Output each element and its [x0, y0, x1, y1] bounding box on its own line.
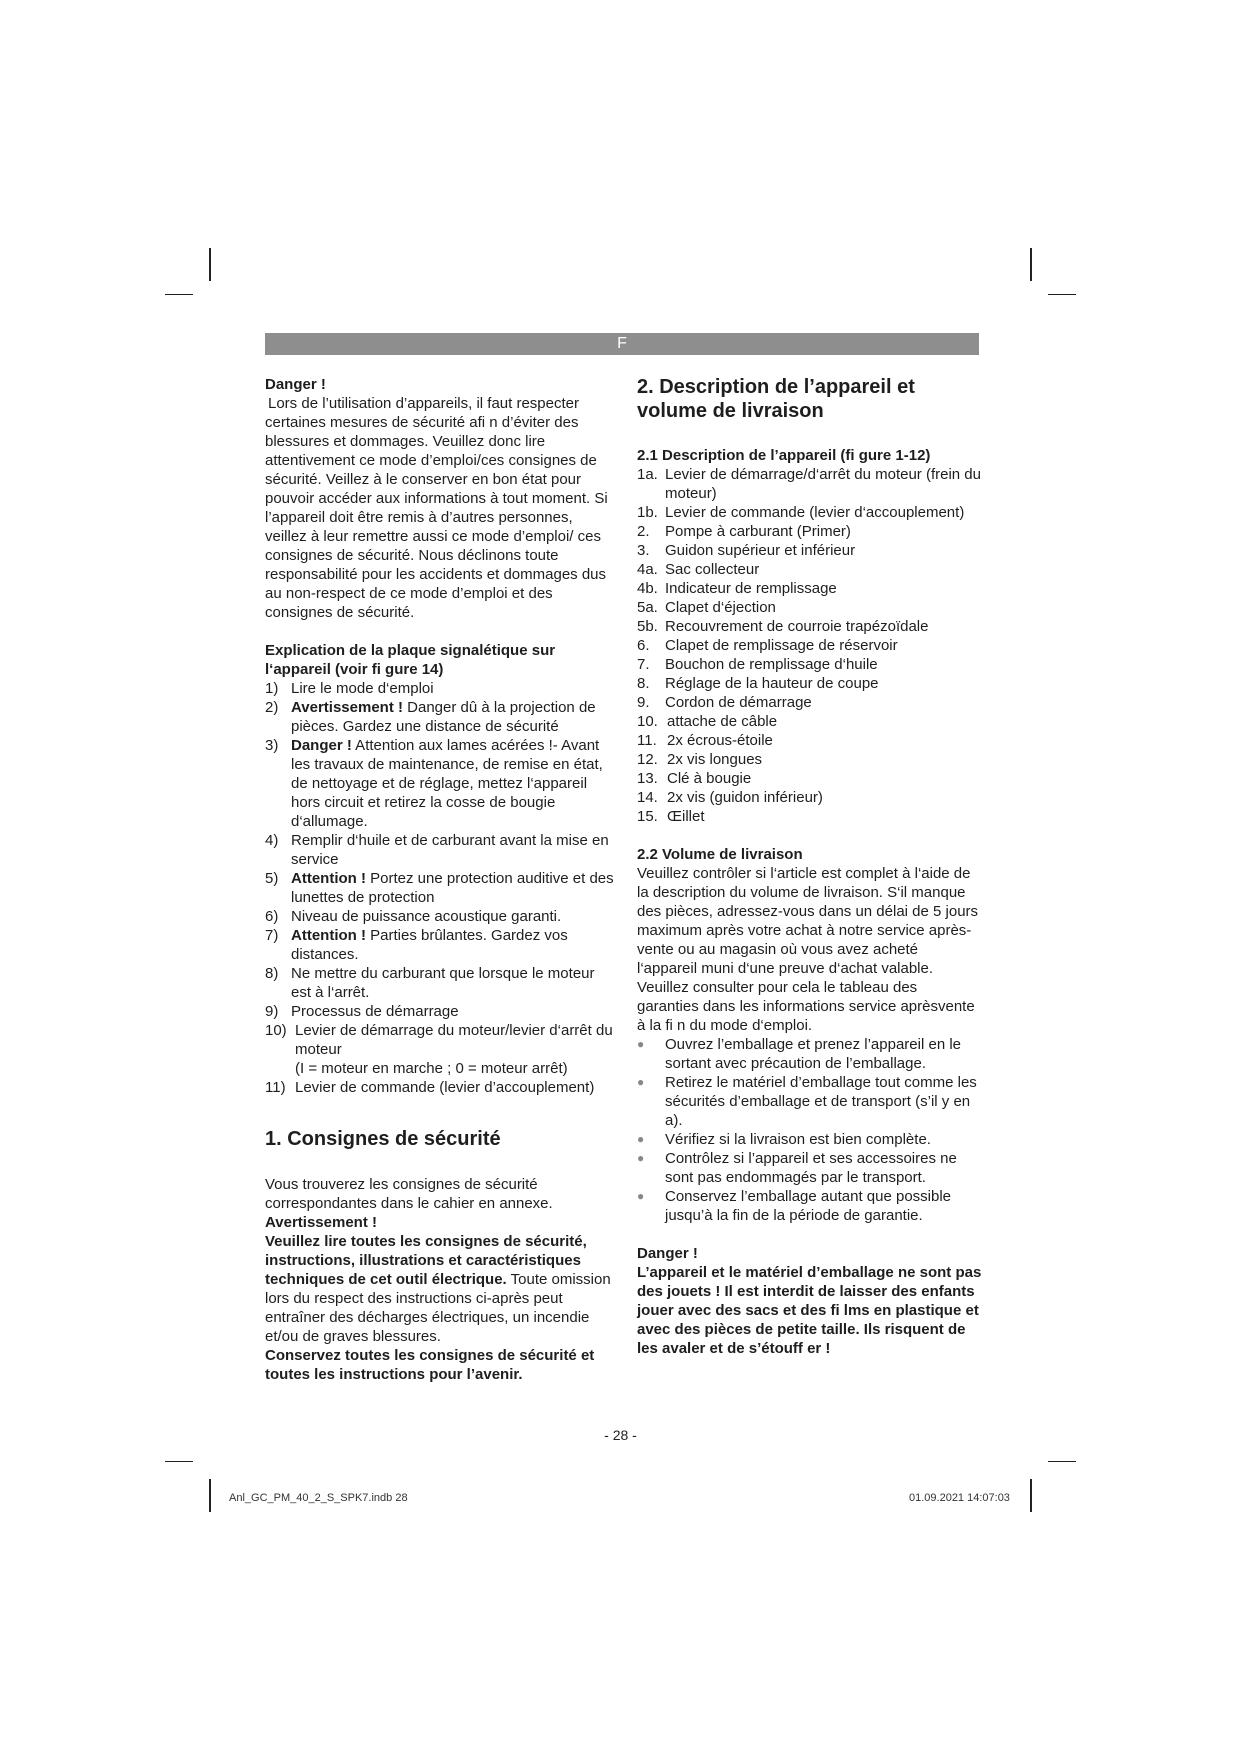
list-item: 10. attache de câble: [637, 713, 778, 730]
warning-paragraph: Veuillez lire toutes les consignes de sécurité, instructions, illustrations et caractéristiques techniques de cet outil électrique. Toute omission lors du respect des instructions ci-après peut entraîner des décharges électriques, un incendie et/ou de graves blessures.: [265, 1233, 611, 1345]
bullet-icon: ●: [637, 1037, 645, 1051]
plate-explanation-list: [265, 679, 615, 1097]
list-item: 14. 2x vis (guidon inférieur): [637, 789, 823, 806]
list-item: 10) Levier de démarrage du moteur/levier d‘arrêt du moteur (I = moteur en marche ; 0 = moteur arrêt): [265, 1022, 613, 1077]
list-item: 1a. Levier de démarrage/d‘arrêt du moteur (frein du moteur): [637, 466, 981, 502]
list-item: 7) Attention ! Parties brûlantes. Gardez vos distances.: [265, 927, 568, 963]
list-item: 2. Pompe à carburant (Primer): [637, 523, 851, 540]
danger-title: Danger !: [265, 376, 326, 393]
delivery-paragraph: Veuillez contrôler si l‘article est complet à l‘aide de la description du volume de livraison. S‘il manque des pièces, adressez-vous dans un délai de 5 jours maximum après votre achat à notre service après-vente ou au magasin où vous avez acheté l‘appareil muni d‘une preuve d‘achat valable. Veuillez consulter pour cela le tableau des garanties dans les informations service aprèsvente à la fi n du mode d‘emploi.: [637, 865, 979, 1034]
section-1-title: 1. Consignes de sécurité: [265, 1128, 501, 1150]
list-item: ● Ouvrez l’emballage et prenez l’appareil en le sortant avec précaution de l’emballage.: [637, 1036, 962, 1072]
keep-instructions-text: Conservez toutes les consignes de sécurité et toutes les instructions pour l’avenir.: [265, 1347, 595, 1383]
warning-label: Avertissement !: [265, 1214, 377, 1231]
list-item: ● Retirez le matériel d’emballage tout comme les sécurités d’emballage et de transport (s’il y en a).: [637, 1074, 977, 1129]
danger-title-right: Danger !: [637, 1245, 698, 1262]
bullet-icon: ●: [637, 1075, 645, 1089]
list-item: 4a. Sac collecteur: [637, 561, 760, 578]
list-item: 5) Attention ! Portez une protection auditive et des lunettes de protection: [265, 870, 614, 906]
crop-mark-bottom-right-horizontal: [1048, 1461, 1076, 1462]
list-item: 3. Guidon supérieur et inférieur: [637, 542, 856, 559]
list-item: 9. Cordon de démarrage: [637, 694, 812, 711]
list-item: 5a. Clapet d‘éjection: [637, 599, 776, 616]
list-item: 8. Réglage de la hauteur de coupe: [637, 675, 879, 692]
list-item: 4) Remplir d‘huile et de carburant avant la mise en service: [265, 832, 609, 868]
crop-mark-bottom-left-horizontal: [165, 1461, 193, 1462]
footer-file-name: Anl_GC_PM_40_2_S_SPK7.indb 28: [229, 1492, 408, 1504]
footer-timestamp: 01.09.2021 14:07:03: [909, 1492, 1010, 1504]
page-number: - 28 -: [604, 1427, 637, 1443]
crop-mark-top-right-vertical: [1030, 248, 1032, 281]
crop-mark-bottom-left-vertical: [209, 1479, 211, 1512]
list-item: 11. 2x écrous-étoile: [637, 732, 773, 749]
subsection-2-2-title: 2.2 Volume de livraison: [637, 846, 803, 863]
list-item: ● Contrôlez si l’appareil et ses accessoires ne sont pas endommagés par le transport.: [637, 1150, 957, 1186]
list-item: 6. Clapet de remplissage de réservoir: [637, 637, 898, 654]
list-item: ● Vérifiez si la livraison est bien complète.: [637, 1131, 931, 1148]
subsection-2-1-title: 2.1 Description de l’appareil (fi gure 1-12): [637, 447, 931, 464]
list-item: 5b. Recouvrement de courroie trapézoïdale: [637, 618, 929, 635]
parts-list: [637, 465, 982, 826]
bullet-icon: ●: [637, 1151, 645, 1165]
right-column: [637, 375, 982, 1358]
list-item: 12. 2x vis longues: [637, 751, 763, 768]
list-item: 13. Clé à bougie: [637, 770, 752, 787]
crop-mark-top-left-horizontal: [165, 294, 193, 295]
crop-mark-bottom-right-vertical: [1030, 1479, 1032, 1512]
language-header-bar: F: [265, 333, 979, 355]
delivery-bullet-list: [637, 1035, 982, 1225]
list-item: ● Conservez l’emballage autant que possible jusqu’à la fin de la période de garantie.: [637, 1188, 952, 1224]
bullet-icon: ●: [637, 1132, 645, 1146]
list-item: 1b. Levier de commande (levier d‘accouplement): [637, 504, 965, 521]
list-item: 4b. Indicateur de remplissage: [637, 580, 837, 597]
list-item: 7. Bouchon de remplissage d‘huile: [637, 656, 878, 673]
danger-paragraph: Lors de l’utilisation d’appareils, il faut respecter certaines mesures de sécurité afi n d’éviter des blessures et dommages. Veuillez donc lire attentivement ce mode d’emploi/ces consignes de sécurité. Veillez à le conserver en bon état pour pouvoir accéder aux informations à tout moment. Si l’appareil doit être remis à d’autres personnes, veillez à leur remettre aussi ce mode d’emploi/ ces consignes de sécurité. Nous déclinons toute responsabilité pour les accidents et dommages dus au non-respect de ce mode d’emploi et des consignes de sécurité.: [265, 395, 608, 621]
danger-paragraph-right: L’appareil et le matériel d’emballage ne sont pas des jouets ! Il est interdit de laisser des enfants jouer avec des sacs et des fi lms en plastique et avec des pièces de petite taille. Ils risquent de les avaler et de s’étouff er !: [637, 1264, 982, 1357]
left-column: [265, 375, 615, 1384]
list-item: 8) Ne mettre du carburant que lorsque le moteur est à l‘arrêt.: [265, 965, 595, 1001]
bullet-icon: ●: [637, 1189, 645, 1203]
list-item: 9) Processus de démarrage: [265, 1003, 459, 1020]
crop-mark-top-right-horizontal: [1048, 294, 1076, 295]
section-2-title: 2. Description de l’appareil et volume de livraison: [637, 376, 915, 422]
list-item: 11) Levier de commande (levier d’accouplement): [265, 1079, 595, 1096]
plate-explanation-title: Explication de la plaque signalétique sur l‘appareil (voir fi gure 14): [265, 642, 556, 678]
section-1-intro: Vous trouverez les consignes de sécurité correspondantes dans le cahier en annexe.: [265, 1176, 553, 1212]
crop-mark-top-left-vertical: [209, 248, 211, 281]
list-item: 6) Niveau de puissance acoustique garanti.: [265, 908, 562, 925]
list-item: 3) Danger ! Attention aux lames acérées !- Avant les travaux de maintenance, de remise en état, de nettoyage et de réglage, mettez l‘appareil hors circuit et retirez la cosse de bougie d‘allumage.: [265, 737, 603, 830]
list-item: 1) Lire le mode d‘emploi: [265, 680, 434, 697]
list-item: 2) Avertissement ! Danger dû à la projection de pièces. Gardez une distance de sécurité: [265, 699, 596, 735]
list-item: 15. Œillet: [637, 808, 705, 825]
